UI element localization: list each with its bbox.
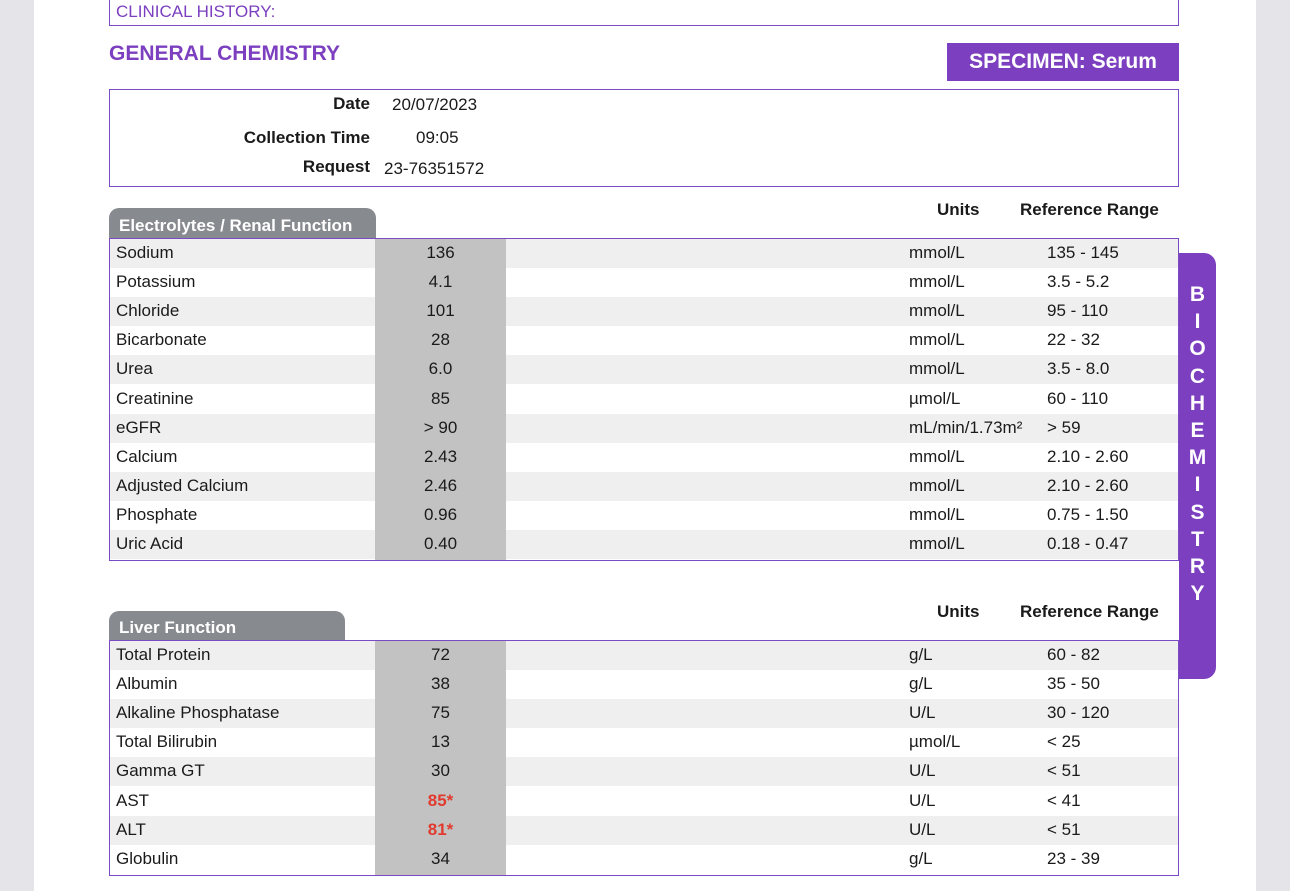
table-row <box>110 385 1178 414</box>
side-tab-label: B I O C H E M I S T R Y <box>1188 283 1207 606</box>
units-value: g/L <box>909 848 933 868</box>
units-value: mmol/L <box>909 534 965 553</box>
units-value: U/L <box>909 703 936 723</box>
liver-function-table <box>109 640 1179 876</box>
units-value: µmol/L <box>909 732 961 752</box>
collection-time-value: 09:05 <box>416 128 459 147</box>
test-name: Total Protein <box>116 645 211 664</box>
reference-range-value: 30 - 120 <box>1047 703 1110 723</box>
table-row <box>110 530 1178 559</box>
test-name: Urea <box>116 359 153 379</box>
test-name: Uric Acid <box>116 534 184 553</box>
result-value: 0.96 <box>423 504 458 524</box>
units-value: mL/min/1.73m² <box>909 417 1023 437</box>
table-row <box>110 326 1178 355</box>
reference-range-header: Reference Range <box>1020 602 1159 621</box>
table-row <box>110 670 1178 699</box>
units-value: g/L <box>909 645 933 664</box>
units-value: µmol/L <box>909 388 961 408</box>
test-name: AST <box>116 790 150 810</box>
result-value: 2.46 <box>423 475 458 495</box>
table-row <box>110 757 1178 786</box>
units-value: mmol/L <box>909 301 965 321</box>
table-row <box>110 501 1178 530</box>
table-row <box>110 816 1178 845</box>
table-row <box>110 268 1178 297</box>
table-row <box>110 355 1178 384</box>
units-value: mmol/L <box>909 243 965 262</box>
test-name: Chloride <box>116 301 180 321</box>
biochemistry-side-tab[interactable] <box>1179 253 1216 679</box>
result-value: 0.40 <box>423 534 458 553</box>
reference-range-value: < 51 <box>1047 819 1081 839</box>
date-label: Date <box>333 94 370 113</box>
reference-range-value: 3.5 - 8.0 <box>1047 359 1110 379</box>
units-value: mmol/L <box>909 446 965 466</box>
reference-range-value: 3.5 - 5.2 <box>1047 272 1110 292</box>
units-value: U/L <box>909 819 936 839</box>
units-header: Units <box>937 602 980 621</box>
result-value: 4.1 <box>428 272 453 292</box>
units-value: U/L <box>909 761 936 781</box>
result-value: 2.43 <box>423 446 458 466</box>
table-row <box>110 414 1178 443</box>
specimen-badge: SPECIMEN: Serum <box>947 43 1179 81</box>
result-value-flagged: 81* <box>427 819 454 839</box>
table-row <box>110 845 1178 874</box>
reference-range-value: 22 - 32 <box>1047 330 1100 350</box>
reference-range-value: 135 - 145 <box>1047 243 1119 262</box>
test-name: Total Bilirubin <box>116 732 218 752</box>
test-name: Alkaline Phosphatase <box>116 703 280 723</box>
electrolytes-table <box>109 238 1179 561</box>
collection-time-label: Collection Time <box>243 128 370 147</box>
test-name: ALT <box>116 819 146 839</box>
reference-range-value: 60 - 82 <box>1047 645 1100 664</box>
units-header: Units <box>937 200 980 219</box>
reference-range-header: Reference Range <box>1020 200 1159 219</box>
test-name: Adjusted Calcium <box>116 475 249 495</box>
result-value: 38 <box>431 674 450 694</box>
test-name: Gamma GT <box>116 761 205 781</box>
units-value: mmol/L <box>909 475 965 495</box>
result-value: 136 <box>426 243 455 262</box>
section-title: GENERAL CHEMISTRY <box>109 42 341 65</box>
table-row <box>110 239 1178 268</box>
table-row <box>110 443 1178 472</box>
table-row <box>110 728 1178 757</box>
result-value: 30 <box>431 761 450 781</box>
result-value: 75 <box>431 703 450 723</box>
table-row <box>110 472 1178 501</box>
result-value: 72 <box>431 645 450 664</box>
table-row <box>110 787 1178 816</box>
result-value-flagged: 85* <box>427 790 454 810</box>
reference-range-value: 95 - 110 <box>1047 301 1109 321</box>
reference-range-value: > 59 <box>1047 417 1081 437</box>
table-row <box>110 641 1178 670</box>
test-name: Albumin <box>116 674 178 694</box>
reference-range-value: 0.75 - 1.50 <box>1047 504 1129 524</box>
reference-range-value: 60 - 110 <box>1047 388 1109 408</box>
test-name: Creatinine <box>116 388 194 408</box>
table-row <box>110 297 1178 326</box>
test-name: Sodium <box>116 243 174 262</box>
test-name: Bicarbonate <box>116 330 207 350</box>
result-value: 34 <box>431 848 450 868</box>
result-value: 28 <box>431 330 450 350</box>
test-name: Potassium <box>116 272 196 292</box>
request-value: 23-76351572 <box>384 159 485 178</box>
reference-range-value: 23 - 39 <box>1047 848 1100 868</box>
test-name: eGFR <box>116 417 162 437</box>
reference-range-value: 2.10 - 2.60 <box>1047 475 1129 495</box>
test-name: Phosphate <box>116 504 198 524</box>
result-value: 85 <box>431 388 450 408</box>
units-value: mmol/L <box>909 504 965 524</box>
date-value: 20/07/2023 <box>392 95 478 114</box>
request-label: Request <box>302 157 370 176</box>
result-value: 101 <box>426 301 455 321</box>
test-name: Globulin <box>116 848 179 868</box>
units-value: mmol/L <box>909 330 965 350</box>
reference-range-value: 0.18 - 0.47 <box>1047 534 1129 553</box>
reference-range-value: < 25 <box>1047 732 1081 752</box>
reference-range-value: 2.10 - 2.60 <box>1047 446 1129 466</box>
reference-range-value: < 51 <box>1047 761 1081 781</box>
reference-range-value: 35 - 50 <box>1047 674 1100 694</box>
panel-tab-electrolytes: Electrolytes / Renal Function <box>109 208 376 239</box>
reference-range-value: < 41 <box>1047 790 1081 810</box>
table-row <box>110 699 1178 728</box>
clinical-history-label: CLINICAL HISTORY: <box>116 2 276 21</box>
test-name: Calcium <box>116 446 178 466</box>
units-value: mmol/L <box>909 272 965 292</box>
result-value: 13 <box>431 732 450 752</box>
units-value: mmol/L <box>909 359 965 379</box>
units-value: U/L <box>909 790 936 810</box>
result-value: > 90 <box>423 417 458 437</box>
units-value: g/L <box>909 674 933 694</box>
result-value: 6.0 <box>428 359 453 379</box>
panel-tab-liver: Liver Function <box>109 611 345 641</box>
